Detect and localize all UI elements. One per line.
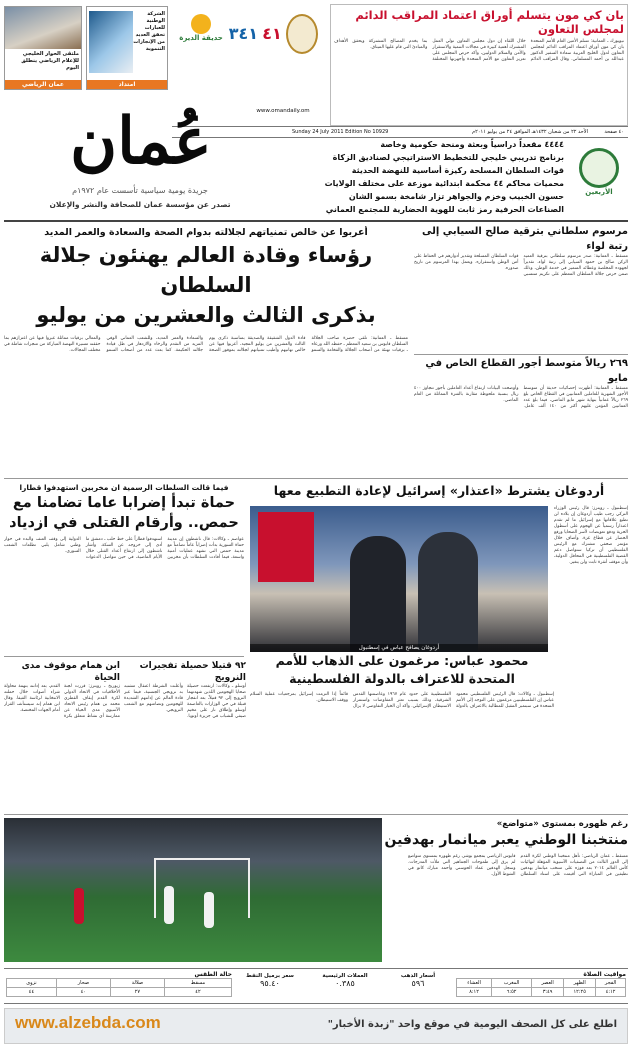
top-story-title[interactable]: بان كي مون يتسلم أوراق اعتماد المراقب الدائم لمجلس التعاون: [355, 8, 624, 36]
football-story[interactable]: [4, 818, 628, 966]
abbas-title-1[interactable]: محمود عباس: مرغمون على الذهاب للأمم: [275, 653, 529, 668]
bottom-info-bar: [4, 968, 628, 1004]
player-red: [74, 888, 84, 924]
masthead-slogan: جريدة يومية سياسية تأسست عام ١٩٧٢م: [72, 186, 208, 195]
highlight-item[interactable]: قوات السلطان المسلحة ركيزة أساسية للنهضة الحديثة: [351, 166, 564, 175]
weather: [6, 971, 232, 997]
prayer-name: المغرب: [492, 979, 532, 988]
ad-garden: حديقة الديرة: [176, 14, 226, 58]
anniversary-badge: الأربعين: [570, 148, 628, 214]
gold-price: أسعار الذهب ٥٩٦: [400, 973, 436, 988]
photo-caption: أردوغان يصافح عباس في إسطنبول: [250, 644, 548, 652]
salary-story-title[interactable]: ٢٦٩ ريالاً متوسط أجور القطاع الخاص في مايو: [425, 358, 628, 384]
sun-icon: [191, 14, 211, 34]
lead-body: مسقط ـ العمانية: تلقى حضرة صاحب الجلالة السلطان قابوس بن سعيد المعظم ـ حفظه الله ورعاه ـ برقيات تهنئة من أصحاب الجلالة والفخامة والسمو قادة الدول الشقيقة والصديقة بمناسبة ذكرى يوم الثالث والعشرين من يوليو المجيد، أعربوا فيها عن خالص تهانيهم وأطيب تمنياتهم لجلالته بموفور الصحة والسعادة والعمر المديد، وللشعب العماني الوفي المزيد من التقدم والرخاء والازدهار في ظل قيادة جلالته الحكيمة. كما بعث عدد من أصحاب السمو والمعالي برقيات مماثلة عبروا فيها عن اعتزازهم بما حققته مسيرة النهضة المباركة من منجزات شاملة في مختلف المجالات.: [4, 336, 408, 353]
person-left: [350, 536, 406, 652]
highlight-item[interactable]: ٤٤٤٤ مقعداً دراسياً وبعثة ومنحة حكومية وخاصة: [380, 140, 564, 149]
erdogan-title[interactable]: أردوغان يشترط «اعتذار» إسرائيل لإعادة التطبيع معها: [273, 483, 605, 498]
currency-rates: العملات الرئيسية ٠.٣٨٥: [322, 973, 368, 988]
person-right: [418, 532, 478, 652]
weather-city: صحار: [56, 979, 110, 988]
box-photo: [5, 7, 81, 49]
ad-strip[interactable]: [172, 6, 320, 70]
prayer-times: [456, 971, 626, 997]
prayer-time: ٦:٥٢: [492, 988, 532, 997]
norway-title[interactable]: ٩٢ قتيلا حصيلة تفجيرات النرويج: [139, 661, 246, 683]
top-left-box-ferries[interactable]: [86, 6, 168, 90]
prayer-name: الظهر: [564, 979, 596, 988]
erdogan-abbas-photo: [250, 506, 548, 652]
royal-decree-body: مسقط ـ العمانية: صدر مرسوم سلطاني بترقية العميد الركن صالح بن حمود السيابي إلى رتبة لواء، تقديراً لجهوده المخلصة وعطائه المتميز في خدمة الوطن، وذلك ضمن حرص جلالة السلطان المعظم على تكريم منتسبي قوات السلطان المسلحة وتقدير أدوارهم في الحفاظ على أمن الوطن واستقراره. ويعمل بهذا المرسوم من تاريخ صدوره.: [414, 254, 628, 277]
ad-number-1: ٣٤١: [228, 24, 258, 43]
player-white: [204, 892, 214, 928]
prayer-time: ٤:١٢: [596, 988, 626, 997]
box-title: ملتقى الحوار الخليجي للإعلام الرياضي ينطلق اليوم: [21, 51, 79, 71]
abbas-story[interactable]: [250, 652, 554, 782]
top-story[interactable]: [330, 4, 628, 126]
website-url[interactable]: www.omandaily.om: [256, 108, 310, 114]
norway-story[interactable]: [124, 660, 246, 810]
box-label: عمان الرياضي: [5, 80, 81, 89]
prayer-name: الفجر: [596, 979, 626, 988]
pages-count: ٤٠ صفحة: [604, 129, 624, 135]
football-body: مسقط ـ عمان الرياضي: تأهل منتخبنا الوطني لكرة القدم إلى الدور الثالث من التصفيات الآسيوية المؤهلة لنهائيات كأس العالم ٢٠١٤ بعد فوزه على منتخب ميانمار بهدفين نظيفين في المباراة التي أقيمت على استاد السلطان قابوس الرياضي بمجمع بوشر، رغم ظهوره بمستوى متواضع لم يرق إلى طموحات الجماهير التي ملأت المدرجات. وسجل الهدفين عماد الحوسني وأحمد مبارك كانو في الشوط الأول.: [408, 854, 628, 877]
erdogan-body: إسطنبول ـ رويترز: قال رئيس الوزراء التركي رجب طيب أردوغان إن بلاده لن تطبع علاقاتها مع إسرائيل ما لم تقدم اعتذاراً رسمياً عن الهجوم على أسطول الحرية ودفع تعويضات لأسر الضحايا ورفع الحصار عن قطاع غزة. وأضاف خلال مؤتمر صحفي مشترك مع الرئيس الفلسطيني أن تركيا ستواصل دعم القضية الفلسطينية في المحافل الدولية، وأن موقف أنقرة ثابت ولن يتغير.: [554, 506, 628, 565]
masthead: [40, 100, 240, 218]
weather-city: صلالة: [110, 979, 164, 988]
prayer-time: ٣:٤٩: [532, 988, 564, 997]
emblem-icon: [286, 14, 318, 54]
prayer-name: العصر: [532, 979, 564, 988]
lead-title-1[interactable]: رؤساء وقادة العالم يهنئون جلالة السلطان: [39, 243, 373, 297]
weather-table: [6, 978, 232, 997]
masthead-logo: عُمان: [70, 104, 212, 179]
highlights-list: [252, 138, 564, 218]
box-label: امتداد: [87, 80, 167, 89]
highlight-item[interactable]: برنامج تدريبي خليجي للتخطيط الاستراتيجي لصناديق الزكاة: [332, 153, 564, 162]
prayers-label: مواقيت الصلاة: [583, 971, 626, 978]
syria-story[interactable]: [4, 482, 244, 654]
top-left-box-sports[interactable]: [4, 6, 82, 90]
royal-decree-title[interactable]: مرسوم سلطاني بترقية صالح السيابي إلى رتبة لواء: [421, 226, 628, 252]
syria-kicker: فيما قالت السلطات الرسمية ان مخربين استهدفوا قطارا: [19, 483, 229, 492]
box-photo: [89, 11, 133, 73]
salary-story[interactable]: [414, 356, 628, 474]
weather-city: نزوى: [7, 979, 57, 988]
issue-info: [172, 126, 628, 138]
weather-temp: ٤٤: [7, 988, 57, 997]
hammam-body: زيوريخ ـ رويترز: قررت لجنة الأخلاقيات في الاتحاد الدولي لكرة القدم إيقاف القطري محمد بن همام رئيس الاتحاد الآسيوي مدى الحياة عن ممارسة أي نشاط متعلق بكرة القدم، بعد إدانته بتهمة محاولة شراء أصوات خلال حملته الانتخابية لرئاسة الفيفا. وقال ابن همام إنه سيستأنف القرار أمام الجهات المختصة.: [4, 684, 120, 719]
oil-price: سعر برميل النفط ٩٥.٤٠: [246, 973, 294, 988]
syria-title-2[interactable]: حمص.. وأرقام القتلى في ازدياد: [9, 515, 239, 531]
highlight-item[interactable]: محميات محاكم ٤٤ محكمة ابتدائية موزعة على مختلف الولايات: [324, 179, 564, 188]
footer-tagline: اطلع على كل الصحف اليومية في موقع واحد "زبدة الأخبار": [327, 1019, 617, 1030]
syria-body: عواصم ـ وكالات: قال ناشطون إن مدينة حماة السورية بدأت إضراباً عاماً تضامناً مع مدينة حمص التي تشهد عمليات أمنية واسعة، فيما أفادت السلطات بأن مخربين استهدفوا قطاراً على خط حلب ـ دمشق ما أدى إلى خروجه عن السكة. وأشار ناشطون إلى ارتفاع أعداد القتلى خلال الأيام الماضية، في حين تتواصل الدعوات الدولية إلى وقف العنف والبدء في حوار وطني شامل يلبي تطلعات الشعب السوري.: [4, 537, 244, 560]
weather-city: مسقط: [164, 979, 231, 988]
lead-story[interactable]: [4, 226, 408, 476]
football-title[interactable]: منتخبنا الوطني يعبر ميانمار بهدفين: [384, 832, 628, 848]
abbas-title-2[interactable]: المتحدة للاعتراف بالدولة الفلسطينية: [289, 671, 515, 686]
date-arabic: الأحد ٢٢ من شعبان ١٤٣٢هـ الموافق ٢٤ من يوليو ٢٠١١م: [472, 129, 588, 135]
prayers-table: [456, 978, 626, 997]
salary-story-body: مسقط ـ العمانية: أظهرت إحصائيات حديثة أن متوسط الأجور الشهرية للعاملين العمانيين في القطاع الخاص بلغ ٢٦٩ ريالاً عمانياً بنهاية شهر مايو الماضي، فيما بلغ عدد العمانيين المؤمن عليهم أكثر من ١٤٠ ألف عامل. وأوضحت البيانات ارتفاع أعداد العاملين بأجور تتجاوز ٤٠٠ ريال بنسبة ملحوظة مقارنة بالفترة المماثلة من العام الماضي.: [414, 386, 628, 409]
highlight-item[interactable]: حسون الخبيب وخزم والجواهر تزار شامخة بسمو الشان: [348, 192, 564, 201]
norway-body: أوسلو ـ وكالات: ارتفعت حصيلة ضحايا الهجومين اللذين شهدتهما النرويج إلى ٩٢ قتيلاً، بعد انفجار قنبلة في حي الوزارات بالعاصمة أوسلو وإطلاق نار على مخيم صيفي للشباب في جزيرة أوتويا. وأعلنت الشرطة اعتقال مشتبه به نرويجي الجنسية، فيما عبر قادة العالم عن إدانتهم الشديدة للهجومين وتضامنهم مع الشعب النرويجي.: [124, 684, 246, 719]
ad-number-2: ٤١: [262, 24, 282, 43]
date-english: Sunday 24 July 2011 Edition No 10929: [292, 129, 389, 135]
footer-url[interactable]: www.alzebda.com: [15, 1013, 161, 1032]
masthead-publisher: تصدر عن مؤسسة عمان للصحافة والنشر والإعلان: [49, 200, 231, 209]
top-story-body: نيويورك ـ العمانية: تسلم الأمين العام للأمم المتحدة بان كي مون أوراق اعتماد المراقب الدائم لمجلس التعاون لدول الخليج العربية سعادة السفير الدكتور عبدالله بن أحمد المسلماني. وقال المراقب الدائم خلال اللقاء إن دول مجلس التعاون تولي العمل المشترك أهمية كبيرة في مجالات التنمية والاستقرار والأمن والسلام الدوليين، وأكد حرص المجلس على تعزيز التعاون مع الأمم المتحدة وأجهزتها المختلفة بما يخدم المصالح المشتركة ويحقق الأهداف والمبادئ التي قام عليها الميثاق.: [334, 39, 624, 62]
weather-temp: ٢٧: [110, 988, 164, 997]
hammam-story[interactable]: [4, 660, 120, 810]
weather-temp: ٤٠: [56, 988, 110, 997]
footer-banner[interactable]: [4, 1008, 628, 1044]
lead-title-2[interactable]: بذكرى الثالث والعشرين من يوليو: [36, 303, 376, 327]
abbas-body: إسطنبول ـ وكالات: قال الرئيس الفلسطيني محمود عباس إن الفلسطينيين مرغمون على التوجه إلى الأمم المتحدة في سبتمبر المقبل للمطالبة بالاعتراف بالدولة الفلسطينية على حدود عام ١٩٦٧ وعاصمتها القدس الشرقية، وذلك بسبب تعثر المفاوضات واستمرار الاستيطان الإسرائيلي. وأكد أن الخيار التفاوضي لا يزال قائماً إذا التزمت إسرائيل بمرجعيات عملية السلام ووقف الاستيطان.: [250, 692, 554, 709]
logo-icon: [46, 102, 236, 182]
weather-temp: ٤٢: [164, 988, 231, 997]
weather-label: حالة الطقس: [194, 971, 232, 978]
prayer-name: العشاء: [457, 979, 492, 988]
lead-kicker: أعربوا عن خالص تمنياتهم لجلالته بدوام الصحة والسعادة والعمر المديد: [44, 227, 368, 238]
player-white: [164, 886, 174, 924]
box-title: الشركة الوطنية للعبارات تحقق العديد من الإنجازات التنموية: [133, 11, 165, 52]
prayer-time: ١٢:٢٥: [564, 988, 596, 997]
royal-decree[interactable]: [414, 224, 628, 352]
prayer-time: ٨:١٢: [457, 988, 492, 997]
football-kicker: رغم ظهوره بمستوى «متواضع»: [496, 819, 628, 829]
anniversary-emblem-icon: [579, 148, 619, 188]
flag-icon: [258, 512, 314, 582]
football-photo: [4, 818, 382, 962]
hammam-title[interactable]: ابن همام موقوف مدى الحياة: [21, 661, 120, 683]
highlight-item[interactable]: الصناعات الحرفية رمز ثابت للهوية الحضارية للمجتمع العماني: [325, 205, 564, 214]
syria-title-1[interactable]: حماة تبدأ إضرابا عاما تضامنا مع: [12, 495, 236, 511]
